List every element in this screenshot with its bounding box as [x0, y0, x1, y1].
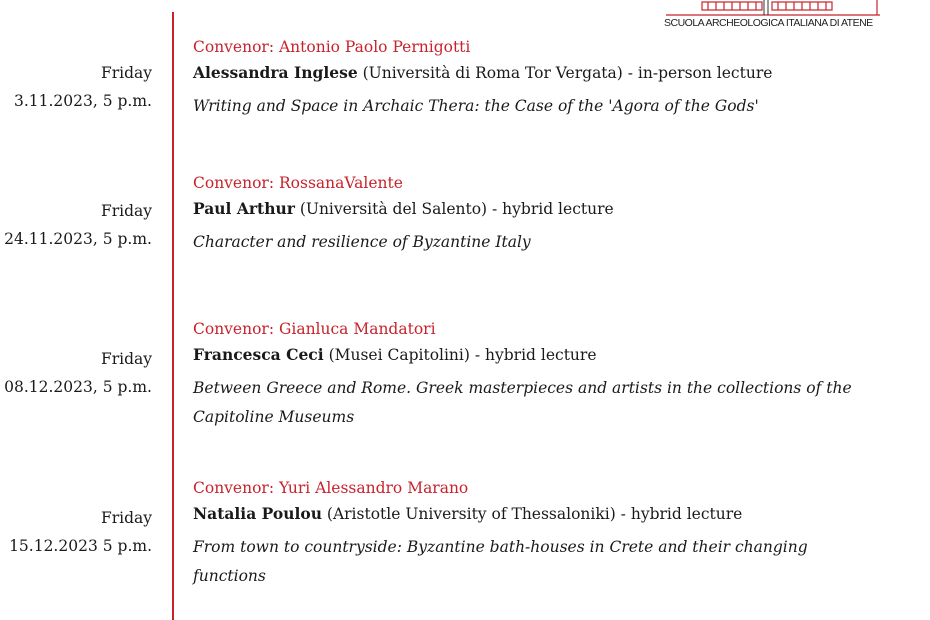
speaker-details: (Musei Capitolini) - hybrid lecture [323, 346, 597, 364]
lecture-datetime: 3.11.2023, 5 p.m. [13, 92, 152, 110]
lecture-day: Friday [100, 350, 152, 368]
lecture-title: Writing and Space in Archaic Thera: the Case of the 'Agora of the Gods' [193, 97, 759, 115]
speaker-details: (Università di Roma Tor Vergata) - in-person lecture [357, 64, 773, 82]
speaker-line [193, 342, 883, 368]
convenor-label: Convenor: [193, 320, 279, 338]
convenor-label: Convenor: [193, 38, 279, 56]
logo-text: SCUOLA ARCHEOLOGICA ITALIANA DI ATENE [664, 17, 873, 29]
lecture-info [193, 34, 883, 121]
lecture-info [193, 170, 883, 257]
lecture-datetime: 08.12.2023, 5 p.m. [4, 378, 152, 396]
convenor-line [193, 316, 883, 342]
speaker-line [193, 60, 883, 86]
convenor-name: Antonio Paolo Pernigotti [278, 38, 471, 56]
lecture-day: Friday [100, 202, 152, 220]
lecture-day: Friday [100, 64, 152, 82]
lecture-date [4, 345, 152, 401]
convenor-label: Convenor: [193, 479, 279, 497]
lecture-info [193, 316, 883, 432]
speaker-name: Alessandra Inglese [193, 63, 358, 82]
lecture-title: Between Greece and Rome. Greek masterpieces and artists in the collections of the Capitoline Museums [193, 379, 852, 426]
lecture-date [4, 197, 152, 253]
lecture-date [9, 504, 152, 560]
convenor-line [193, 34, 883, 60]
convenor-line [193, 170, 883, 196]
speaker-name: Francesca Ceci [193, 345, 324, 364]
speaker-line [193, 196, 883, 222]
lecture-info [193, 475, 883, 591]
lecture-day: Friday [100, 509, 152, 527]
lecture-title: From town to countryside: Byzantine bath-houses in Crete and their changing functions [193, 538, 808, 585]
speaker-line [193, 501, 883, 527]
convenor-name: Yuri Alessandro Marano [278, 479, 469, 497]
lecture-date [14, 59, 152, 115]
school-logo [662, 0, 882, 32]
lecture-title: Character and resilience of Byzantine Italy [193, 233, 531, 251]
building-logo-icon [662, 0, 882, 18]
speaker-details: (Università del Salento) - hybrid lecture [294, 200, 614, 218]
speaker-details: (Aristotle University of Thessaloniki) - hybrid lecture [321, 505, 743, 523]
speaker-name: Natalia Poulou [193, 504, 322, 523]
convenor-name: RossanaValente [278, 174, 403, 192]
lecture-datetime: 24.11.2023, 5 p.m. [4, 230, 152, 248]
speaker-name: Paul Arthur [193, 199, 295, 218]
timeline-divider [172, 12, 174, 620]
lecture-datetime: 15.12.2023 5 p.m. [9, 537, 152, 555]
convenor-name: Gianluca Mandatori [278, 320, 436, 338]
convenor-label: Convenor: [193, 174, 279, 192]
convenor-line [193, 475, 883, 501]
